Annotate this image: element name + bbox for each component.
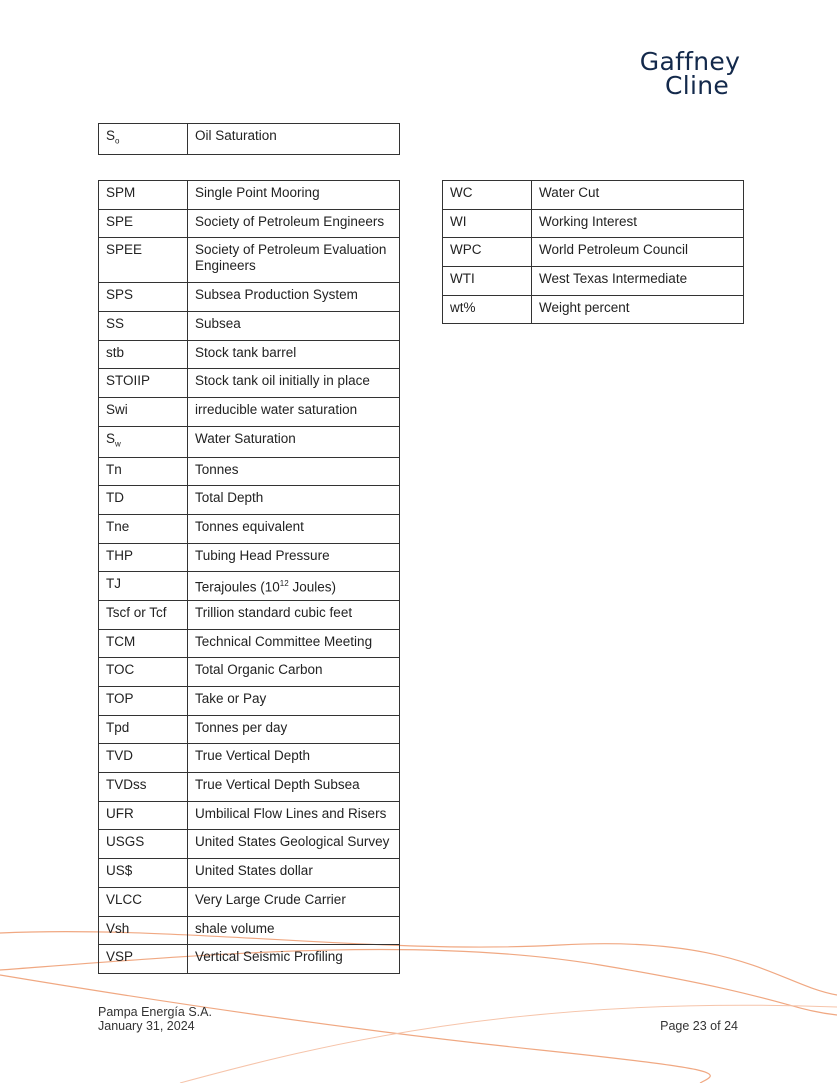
abbr-cell: STOIIP [99, 369, 188, 398]
table-row [99, 209, 400, 238]
table-row [99, 312, 400, 341]
abbr-cell: TVDss [99, 773, 188, 802]
definition-cell: West Texas Intermediate [532, 267, 744, 296]
abbr-cell: $S_o$ [99, 124, 188, 155]
page-footer [98, 1005, 738, 1033]
abbr-cell: TCM [99, 629, 188, 658]
definition-cell: Working Interest [532, 209, 744, 238]
abbr-cell: VLCC [99, 887, 188, 916]
footer-company: Pampa Energía S.A. [98, 1005, 212, 1019]
table-row [99, 600, 400, 629]
abbr-cell: Swi [99, 398, 188, 427]
definition-cell: Total Organic Carbon [188, 658, 400, 687]
definition-cell: Trillion standard cubic feet [188, 600, 400, 629]
table-row [99, 181, 400, 210]
abbr-cell: WPC [443, 238, 532, 267]
table-row [443, 209, 744, 238]
definition-cell: Subsea Production System [188, 283, 400, 312]
table-row [99, 715, 400, 744]
abbr-cell: SPS [99, 283, 188, 312]
page-number: Page 23 of 24 [660, 1019, 738, 1033]
definition-cell: Technical Committee Meeting [188, 629, 400, 658]
table-row [443, 181, 744, 210]
abbr-cell: TOC [99, 658, 188, 687]
table-row [99, 572, 400, 601]
abbr-cell: wt% [443, 295, 532, 324]
abbr-cell: TD [99, 486, 188, 515]
table-row [99, 514, 400, 543]
definition-cell: Tonnes equivalent [188, 514, 400, 543]
abbr-cell: stb [99, 340, 188, 369]
definition-cell: Single Point Mooring [188, 181, 400, 210]
table-row [99, 340, 400, 369]
table-row [443, 267, 744, 296]
logo-line-1: Gaffney [639, 47, 741, 76]
definition-cell: irreducible water saturation [188, 398, 400, 427]
abbr-cell: Tpd [99, 715, 188, 744]
abbr-cell: SPM [99, 181, 188, 210]
abbr-cell: SPEE [99, 238, 188, 283]
abbr-cell: THP [99, 543, 188, 572]
definition-cell: shale volume [188, 916, 400, 945]
definition-cell: Society of Petroleum Engineers [188, 209, 400, 238]
table-row [99, 916, 400, 945]
definition-cell: Tubing Head Pressure [188, 543, 400, 572]
table-row [99, 658, 400, 687]
abbr-cell: Tne [99, 514, 188, 543]
abbr-cell: SPE [99, 209, 188, 238]
footer-date: January 31, 2024 [98, 1019, 195, 1033]
definition-cell: Stock tank barrel [188, 340, 400, 369]
abbr-cell: Tscf or Tcf [99, 600, 188, 629]
gaffney-cline-logo [630, 47, 750, 100]
table-row [99, 457, 400, 486]
definition-cell: Society of Petroleum Evaluation Engineers [188, 238, 400, 283]
logo-line-2: Cline [664, 71, 730, 100]
definition-cell: United States Geological Survey [188, 830, 400, 859]
table-row [99, 238, 400, 283]
definition-cell: Weight percent [532, 295, 744, 324]
definition-cell: Tonnes per day [188, 715, 400, 744]
definition-cell: Umbilical Flow Lines and Risers [188, 801, 400, 830]
abbreviation-table-right [442, 180, 744, 324]
abbr-cell: Tn [99, 457, 188, 486]
abbr-cell: USGS [99, 830, 188, 859]
abbreviation-table-left [98, 180, 400, 974]
definition-cell: Water Cut [532, 181, 744, 210]
abbr-cell: US$ [99, 859, 188, 888]
definition-cell: True Vertical Depth Subsea [188, 773, 400, 802]
table-row [99, 945, 400, 974]
table-row [99, 887, 400, 916]
table-row [99, 124, 400, 155]
abbr-cell: WTI [443, 267, 532, 296]
definition-cell: World Petroleum Council [532, 238, 744, 267]
table-row [99, 283, 400, 312]
abbr-cell: SS [99, 312, 188, 341]
definition-cell: Water Saturation [188, 426, 400, 457]
table-row [443, 238, 744, 267]
definition-cell: Take or Pay [188, 687, 400, 716]
abbr-cell: UFR [99, 801, 188, 830]
abbr-cell: WI [443, 209, 532, 238]
table-row [99, 426, 400, 457]
abbr-cell: $S_w$ [99, 426, 188, 457]
table-row [99, 486, 400, 515]
abbr-cell: VSP [99, 945, 188, 974]
definition-cell: United States dollar [188, 859, 400, 888]
abbr-cell: Vsh [99, 916, 188, 945]
definition-cell: Total Depth [188, 486, 400, 515]
definition-cell: Very Large Crude Carrier [188, 887, 400, 916]
definition-cell: Stock tank oil initially in place [188, 369, 400, 398]
abbr-cell: WC [443, 181, 532, 210]
table-row [443, 295, 744, 324]
table-row [99, 830, 400, 859]
definition-cell: Oil Saturation [188, 124, 400, 155]
definition-cell: Vertical Seismic Profiling [188, 945, 400, 974]
table-row [99, 543, 400, 572]
definition-cell: Tonnes [188, 457, 400, 486]
table-row [99, 369, 400, 398]
table-row [99, 859, 400, 888]
definition-cell: Subsea [188, 312, 400, 341]
table-row [99, 687, 400, 716]
table-row [99, 801, 400, 830]
abbreviation-table-top [98, 123, 400, 155]
table-row [99, 744, 400, 773]
definition-cell: True Vertical Depth [188, 744, 400, 773]
table-row [99, 773, 400, 802]
abbr-cell: TJ [99, 572, 188, 601]
abbr-cell: TVD [99, 744, 188, 773]
abbr-cell: TOP [99, 687, 188, 716]
table-row [99, 629, 400, 658]
table-row [99, 398, 400, 427]
definition-cell: Terajoules ($10^{12}$ Joules) [188, 572, 400, 601]
